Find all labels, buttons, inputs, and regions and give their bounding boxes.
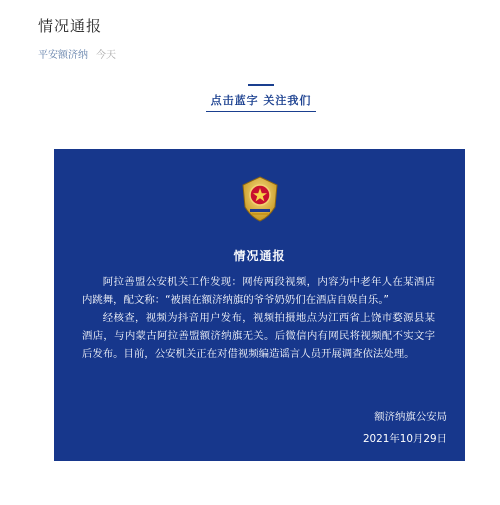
banner-bottom-divider [206, 111, 316, 112]
publish-time: 今天 [96, 50, 116, 61]
follow-prompt-text[interactable]: 点击蓝字 关注我们 [210, 94, 312, 107]
article-meta [38, 46, 116, 61]
notice-card [54, 149, 465, 461]
notice-heading: 情况通报 [233, 249, 286, 263]
police-emblem-icon [239, 175, 281, 223]
notice-body [82, 273, 435, 363]
notice-issuer: 额济纳旗公安局 [374, 411, 447, 423]
notice-date: 2021年10月29日 [362, 433, 447, 445]
account-name-link[interactable]: 平安额济纳 [38, 50, 88, 61]
follow-banner[interactable] [196, 84, 326, 114]
article-title: 情况通报 [38, 17, 103, 35]
banner-top-divider [248, 84, 274, 86]
notice-paragraph-2: 经核查，视频为抖音用户发布，视频拍摄地点为江西省上饶市婺源县某酒店，与内蒙古阿拉善盟额济纳旗无关。后微信内有网民将视频配不实文字后发布。目前，公安机关正在对借视频编造谣言人员开展调查依法处理。 [82, 312, 435, 360]
notice-paragraph-1: 阿拉善盟公安机关工作发现：网传两段视频，内容为中老年人在某酒店内跳舞，配文称：“被困在额济纳旗的爷爷奶奶们在酒店自娱自乐。” [82, 276, 435, 306]
